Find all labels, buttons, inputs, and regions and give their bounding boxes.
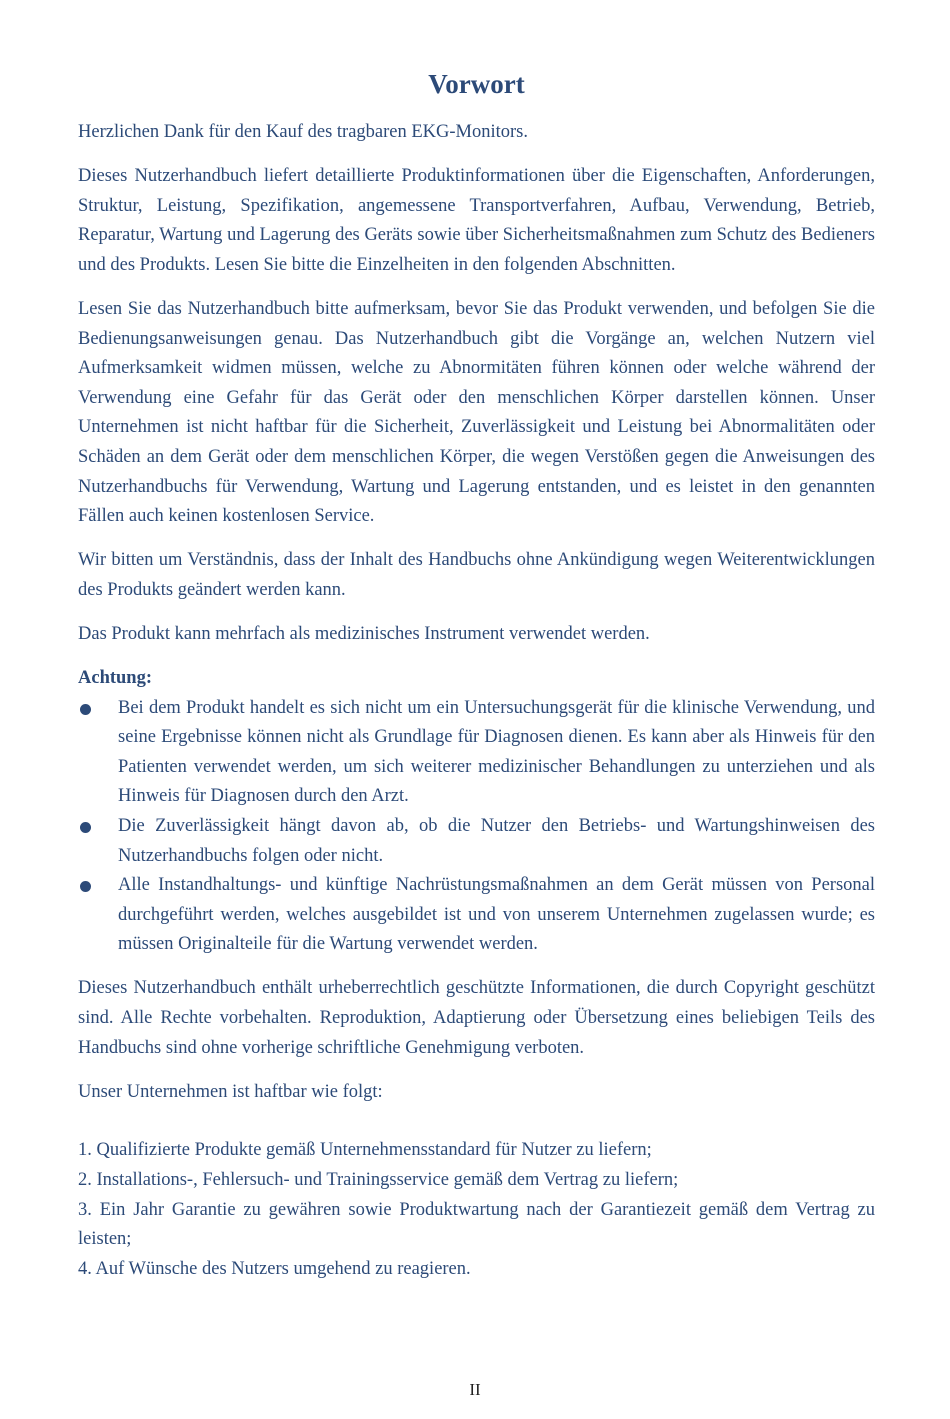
list-item: 1. Qualifizierte Produkte gemäß Unternehmensstandard für Nutzer zu liefern; bbox=[78, 1140, 652, 1161]
attention-heading: Achtung: bbox=[78, 668, 153, 688]
bullet-icon bbox=[80, 881, 91, 892]
attention-list bbox=[78, 694, 875, 960]
list-item-text: Bei dem Produkt handelt es sich nicht um ein Untersuchungsgerät für die klinische Verwendung, und seine Ergebnisse können nicht als Grundlage für Diagnosen dienen. Es kann aber als Hinweis für den Patienten verwendet werden, um sich weiterer medizinischer Behandlungen zu unterziehen und als Hinweis für Diagnosen durch den Arzt. bbox=[118, 697, 875, 807]
list-item bbox=[78, 694, 875, 812]
intro-paragraph: Herzlichen Dank für den Kauf des tragbaren EKG-Monitors. bbox=[78, 122, 529, 142]
list-item bbox=[78, 871, 875, 960]
copyright-paragraph: Dieses Nutzerhandbuch enthält urheberrechtlich geschützte Informationen, die durch Copyright geschützt sind. Alle Rechte vorbehalten. Reproduktion, Adaptierung oder Übersetzung eines beliebigen Teils des Handbuchs sind ohne vorherige schriftliche Genehmigung verboten. bbox=[78, 978, 875, 1058]
list-item-text: Alle Instandhaltungs- und künftige Nachrüstungsmaßnahmen an dem Gerät müssen von Personal durchgeführt werden, welches ausgebildet ist und von unserem Unternehmen zugelassen wurde; es müssen Originalteile für die Wartung verwendet werden. bbox=[118, 875, 875, 955]
list-item: 4. Auf Wünsche des Nutzers umgehend zu reagieren. bbox=[78, 1258, 471, 1279]
usage-paragraph: Das Produkt kann mehrfach als medizinisches Instrument verwendet werden. bbox=[78, 623, 650, 644]
instructions-paragraph: Lesen Sie das Nutzerhandbuch bitte aufmerksam, bevor Sie das Produkt verwenden, und befolgen Sie die Bedienungsanweisungen genau. Das Nutzerhandbuch gibt die Vorgänge an, welchen Nutzern viel Aufmerksamkeit widmen müssen, welche zu Abnormitäten führen können oder welche während der Verwendung eine Gefahr für das Gerät oder den menschlichen Körper darstellen können. Unser Unternehmen ist nicht haftbar für die Sicherheit, Zuverlässigkeit und Leistung bei Abnormalitäten oder Schäden an dem Gerät oder dem menschlichen Körper, die wegen Verstößen gegen die Anweisungen des Nutzerhandbuchs für Verwendung, Wartung und Lagerung entstanden, und es leistet in den genannten Fällen auch keinen kostenlosen Service. bbox=[78, 298, 875, 527]
contents-paragraph: Dieses Nutzerhandbuch liefert detaillierte Produktinformationen über die Eigenschaften, Anforderungen, Struktur, Leistung, Spezifikation, angemessene Transportverfahren, Aufbau, Verwendung, Betrieb, Reparatur, Wartung und Lagerung des Geräts sowie über Sicherheitsmaßnahmen zum Schutz des Bedieners und des Produkts. Lesen Sie bitte die Einzelheiten in den folgenden Abschnitten. bbox=[78, 166, 875, 275]
bullet-icon bbox=[80, 704, 91, 715]
liability-intro: Unser Unternehmen ist haftbar wie folgt: bbox=[78, 1081, 383, 1102]
list-item: 2. Installations-, Fehlersuch- und Trainingsservice gemäß dem Vertrag zu liefern; bbox=[78, 1169, 679, 1190]
liability-list bbox=[78, 1136, 875, 1284]
bullet-icon bbox=[80, 822, 91, 833]
page-number: II bbox=[469, 1380, 481, 1399]
list-item bbox=[78, 812, 875, 871]
document-page bbox=[78, 66, 875, 1284]
changes-paragraph: Wir bitten um Verständnis, dass der Inhalt des Handbuchs ohne Ankündigung wegen Weiterentwicklungen des Produkts geändert werden kann. bbox=[78, 550, 875, 600]
list-item-text: Die Zuverlässigkeit hängt davon ab, ob die Nutzer den Betriebs- und Wartungshinweisen des Nutzerhandbuchs folgen oder nicht. bbox=[118, 815, 875, 866]
page-title: Vorwort bbox=[428, 69, 525, 99]
list-item: 3. Ein Jahr Garantie zu gewähren sowie Produktwartung nach der Garantiezeit gemäß dem Vertrag zu leisten; bbox=[78, 1199, 875, 1250]
